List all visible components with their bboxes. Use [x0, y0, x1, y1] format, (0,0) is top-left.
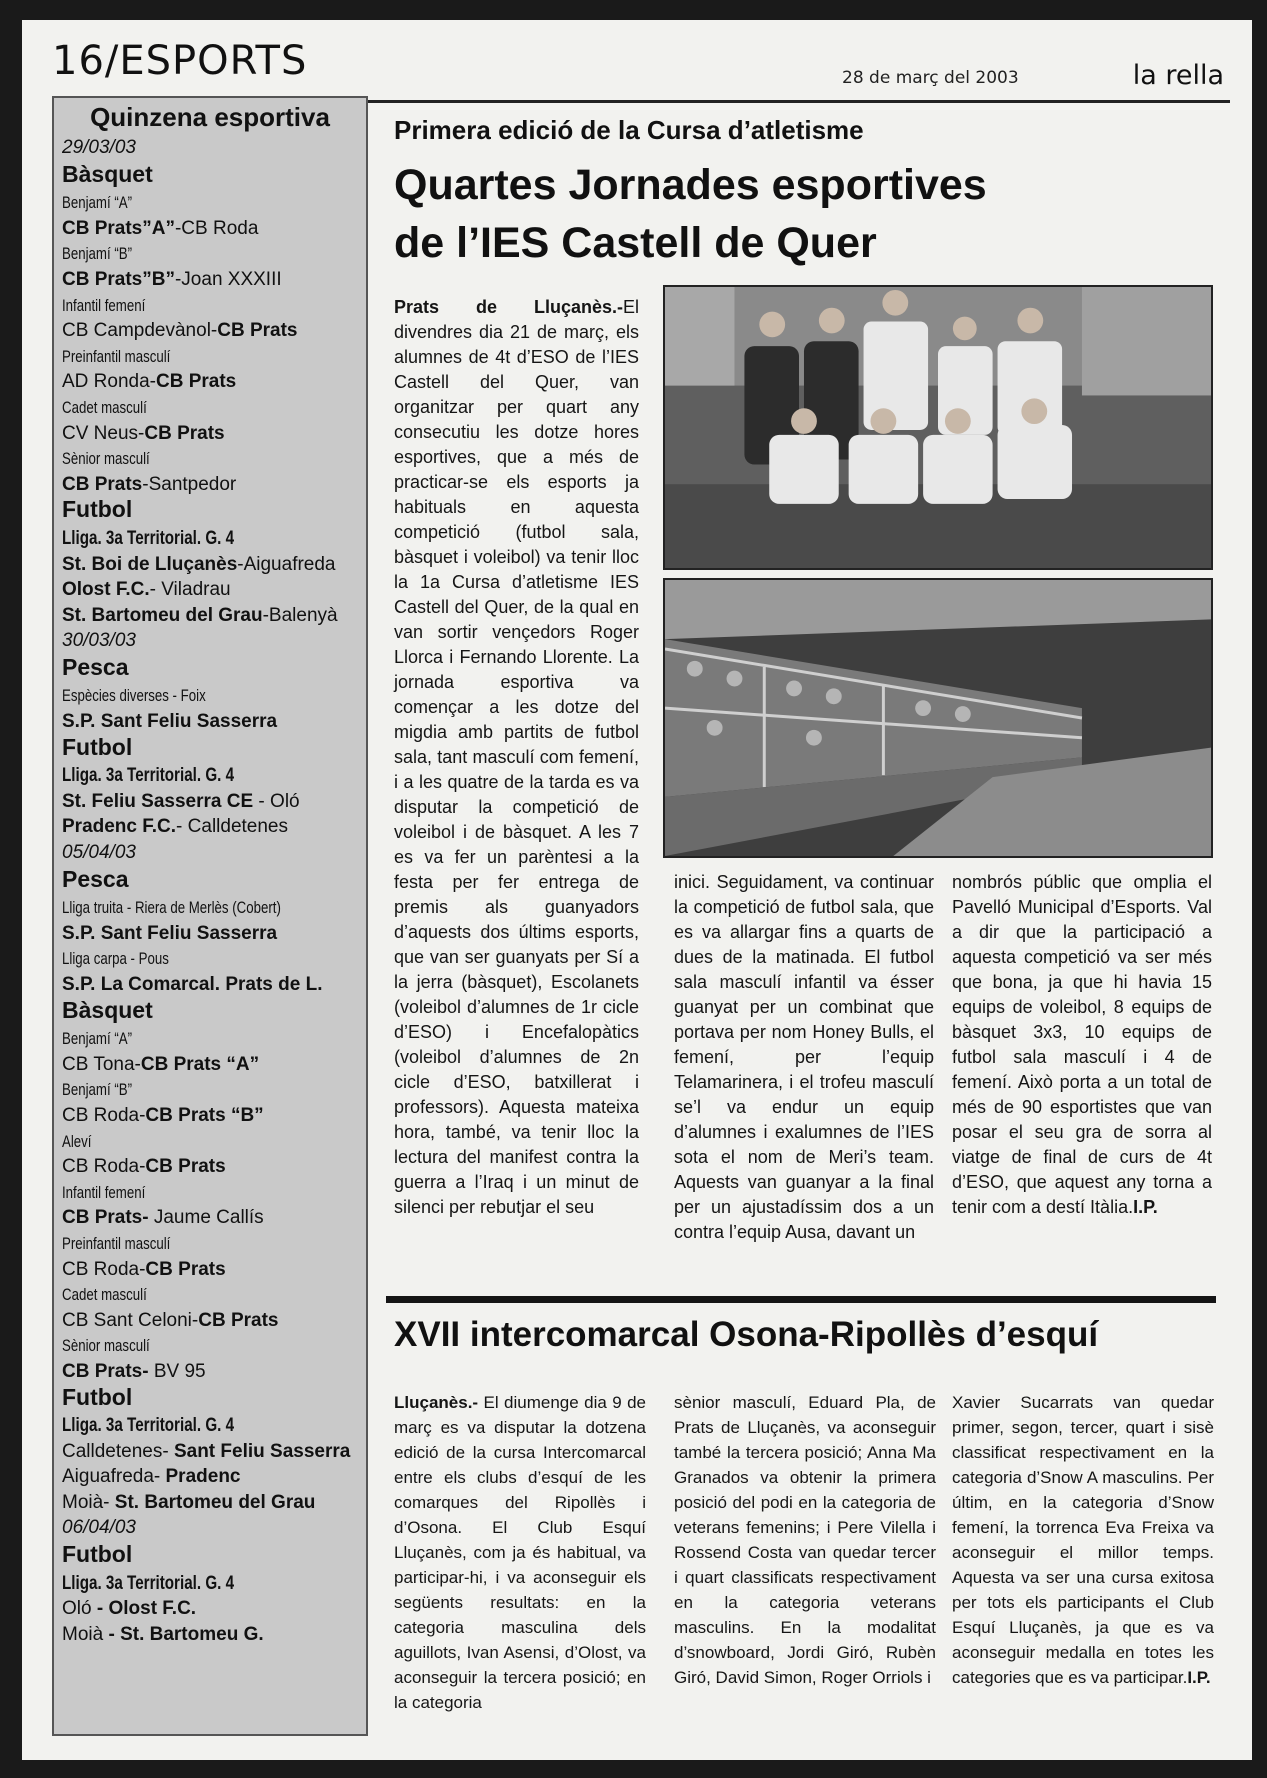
team-name: BV 95	[148, 1360, 206, 1382]
schedule-match	[62, 1596, 358, 1622]
team-name: Calldetenes-	[62, 1440, 169, 1462]
schedule-match	[62, 814, 358, 840]
headline-line: Quartes Jornades esportives	[394, 161, 987, 209]
category-label	[62, 446, 358, 472]
schedule-match	[62, 421, 358, 447]
category-label-text: Lliga carpa - Pous	[62, 949, 169, 969]
schedule-match	[62, 1052, 358, 1078]
league-label-text: Lliga. 3a Territorial. G. 4	[62, 1572, 235, 1594]
section-title: 16/ESPORTS	[52, 38, 308, 84]
article-column-2: inici. Seguidament, va continuar la competició de futbol sala, que es va allargar fins a quarts de dues de la matinada. El futbol sala masculí infantil va ésser guanyat per un combinat que portava per nom Honey Bulls, el femení, per l’equip Telamarinera, i el trofeu masculí se’l va endur un equip d’alumnes i exalumnes de l’IES sota el nom de Meri’s team. Aquests van guanyar a la final per un ajustadíssim dos a un contra l’equip Ausa, davant un	[674, 872, 934, 1242]
team-name: Jaume Callís	[148, 1207, 264, 1229]
schedule-date-text: 05/04/03	[62, 842, 136, 864]
category-label-text: Benjamí “A”	[62, 1029, 133, 1049]
article-kicker: Primera edició de la Cursa d’atletisme	[394, 115, 864, 145]
sport-heading	[62, 655, 358, 684]
schedule-list	[62, 135, 358, 1647]
schedule-match	[62, 1257, 358, 1283]
team-name: CB Prats	[217, 320, 298, 342]
team-name: CB Roda-	[62, 1104, 146, 1126]
category-label-text: Espècies diverses - Foix	[62, 686, 206, 706]
sport-heading-text: Futbol	[62, 1542, 133, 1568]
sport-heading	[62, 735, 358, 764]
schedule-match	[62, 921, 358, 947]
column-text: El divendres dia 21 de març, els alumnes de 4t d’ESO de l’IES Castell del Quer, van organitzar per quart any consecutiu les dotze hores esportives, que a més de practicar-se els esports ja habituals en aquesta competició (futbol sala, bàsquet i voleibol) va tenir lloc la 1a Cursa d’atletisme IES Castell del Quer, de la qual en van sortir vençedors Roger Llorca i Fernando Llorente. La jornada esportiva va començar a les dotze del migdia amb partits de futbol sala, tant masculí com femení, i a les quatre de la tarda es va disputar la competició de voleibol i de bàsquet. A les 7 es va fer un parèntesi a la festa per fer entrega de premis als guanyadors d’aquests dos últims esports, que van ser guanyats per Sí a la jerra (bàsquet), Escolanets (voleibol d’alumnes de 1r cicle d’ESO) i Encefalopàtics (voleibol d’alumnes de 2n cicle d’ESO, batxillerat i professors). Aquesta mateixa hora, també, va tenir lloc la lectura del manifest contra la guerra a l’Iraq i un minut de silenci per rebutjar el seu	[394, 297, 639, 1217]
sport-heading	[62, 162, 358, 191]
article2-headline: XVII intercomarcal Osona-Ripollès d’esquí	[394, 1315, 1099, 1354]
crowd-photo-image	[665, 580, 1211, 856]
author-initials: I.P.	[1187, 1668, 1211, 1687]
schedule-match	[62, 318, 358, 344]
sport-heading-text: Bàsquet	[62, 161, 153, 187]
schedule-match	[62, 1464, 358, 1490]
category-label	[62, 1026, 358, 1052]
category-label	[62, 395, 358, 421]
issue-date: 28 de març del 2003	[842, 68, 1019, 88]
team-name: CV Neus-	[62, 422, 145, 444]
category-label-text: Benjamí “B”	[62, 244, 133, 264]
schedule-match	[62, 1205, 358, 1231]
team-name: Moià-	[62, 1491, 110, 1513]
category-label	[62, 683, 358, 709]
schedule-match	[62, 552, 358, 578]
category-label	[62, 1077, 358, 1103]
schedule-date-text: 29/03/03	[62, 137, 136, 158]
category-label	[62, 1129, 358, 1155]
team-name: - Viladrau	[149, 579, 231, 601]
team-name: CB Prats	[145, 1156, 226, 1178]
team-name: Moià	[62, 1623, 104, 1645]
article-headline	[394, 156, 1194, 272]
schedule-match	[62, 369, 358, 395]
schedule-match	[62, 1439, 358, 1465]
team-name: CB Prats-	[62, 1207, 149, 1229]
team-name: CB Prats	[62, 473, 143, 495]
team-name: St. Bartomeu del Grau	[62, 604, 263, 626]
team-name: Pradenc	[160, 1466, 241, 1488]
team-name: CB Prats	[198, 1309, 279, 1331]
schedule-match	[62, 1359, 358, 1385]
team-name: CB Sant Celoni-	[62, 1309, 199, 1331]
team-name: -Aiguafreda	[237, 553, 336, 575]
league-label	[62, 1571, 358, 1597]
sport-heading-text: Pesca	[62, 654, 129, 680]
author-initials: I.P.	[1133, 1197, 1158, 1217]
masthead	[52, 38, 1230, 103]
sport-heading-text: Pesca	[62, 866, 129, 892]
league-label	[62, 526, 358, 552]
category-label-text: Preinfantil masculí	[62, 1233, 171, 1253]
league-label-text: Lliga. 3a Territorial. G. 4	[62, 765, 235, 787]
team-name: CB Prats”B”	[62, 268, 175, 290]
sport-heading-text: Futbol	[62, 1384, 133, 1410]
category-label	[62, 344, 358, 370]
team-name: CB Prats “A”	[140, 1053, 260, 1075]
category-label-text: Infantil femení	[62, 1182, 146, 1202]
category-label-text: Sènior masculí	[62, 1336, 150, 1356]
dateline: Lluçanès.-	[394, 1393, 479, 1412]
team-name: CB Roda-	[62, 1156, 146, 1178]
article-column-3	[952, 870, 1212, 1220]
team-name: CB Tona-	[62, 1053, 141, 1075]
sport-heading	[62, 867, 358, 896]
schedule-match	[62, 1154, 358, 1180]
team-name: St. Feliu Sasserra CE	[62, 790, 254, 812]
schedule-date-text: 06/04/03	[62, 1517, 136, 1539]
team-name: - Olost F.C.	[91, 1598, 197, 1620]
team-name: - Calldetenes	[176, 816, 288, 838]
team-name: Olost F.C.	[62, 579, 150, 601]
dateline: Prats de Lluçanès.-	[394, 297, 623, 317]
schedule-date	[62, 135, 358, 162]
schedule-date	[62, 1515, 358, 1542]
team-photo-image	[665, 287, 1211, 568]
league-label-text: Lliga. 3a Territorial. G. 4	[62, 527, 235, 549]
team-name: S.P. La Comarcal. Prats de L.	[62, 974, 323, 995]
team-name: CB Prats	[156, 371, 237, 393]
section-divider	[386, 1296, 1216, 1303]
sport-heading	[62, 998, 358, 1027]
schedule-match	[62, 1308, 358, 1334]
crowd-photo	[663, 578, 1213, 858]
category-label-text: Sènior masculí	[62, 449, 150, 469]
sport-heading	[62, 1542, 358, 1571]
sidebar-schedule	[52, 96, 368, 1736]
team-name: Pradenc F.C.	[62, 816, 177, 838]
team-name: Oló	[62, 1598, 92, 1620]
team-name: Sant Feliu Sasserra	[168, 1440, 351, 1462]
sidebar-title: Quinzena esportiva	[90, 102, 330, 132]
schedule-match	[62, 577, 358, 603]
category-label-text: Benjamí “A”	[62, 193, 133, 213]
category-label-text: Cadet masculí	[62, 397, 147, 417]
article2-column-2: sènior masculí, Eduard Pla, de Prats de Lluçanès, va aconseguir també la tercera posició; Anna Ma Granados va obtenir la primera posició del podi en la categoria de veterans femenins; i Pere Vilella i Rossend Costa van quedar tercer i quart classificats respectivament en la categoria veterans masculins. En la modalitat d’snowboard, Jordi Giró, Rubèn Giró, David Simon, Roger Orriols i	[674, 1393, 936, 1687]
column-text: Xavier Sucarrats van quedar primer, segon, tercer, quart i sisè classificat respectivament en la categoria d’Snow A masculins. Per últim, en la categoria d’Snow femení, la torrenca Eva Freixa va aconseguir el millor temps. Aquesta va ser una cursa exitosa per tots els participants el Club Esquí Lluçanès, ja que es va aconseguir medalla en totes les categories que es va participar.	[952, 1393, 1214, 1687]
column-text: nombrós públic que omplia el Pavelló Municipal d’Esports. Val a dir que la participació a aquesta competició va ser més que bona, ja que hi havia 15 equips de voleibol, 8 equips de bàsquet 3x3, 10 equips de futbol sala masculí i 4 de femení. Això porta a un total de més de 90 esportistes que van posar el seu gra de sorra al viatge de final de curs de 4t d’ESO, que aquest any torna a tenir com a destí Itàlia.	[952, 872, 1212, 1217]
team-name: - St. Bartomeu G.	[103, 1623, 264, 1645]
schedule-match	[62, 267, 358, 293]
schedule-match	[62, 789, 358, 815]
league-label-text: Lliga. 3a Territorial. G. 4	[62, 1415, 235, 1437]
league-label	[62, 763, 358, 789]
team-name: -CB Roda	[174, 217, 259, 239]
schedule-match	[62, 972, 358, 998]
team-name: -Balenyà	[262, 604, 338, 626]
category-label	[62, 190, 358, 216]
schedule-match	[62, 603, 358, 629]
schedule-match	[62, 216, 358, 242]
article-column-1	[394, 295, 639, 1275]
team-name: -Joan XXXIII	[174, 268, 282, 290]
article2-column-3	[952, 1390, 1214, 1690]
category-label-text: Cadet masculí	[62, 1285, 147, 1305]
sport-heading	[62, 497, 358, 526]
category-label	[62, 1180, 358, 1206]
league-label	[62, 1413, 358, 1439]
sport-heading-text: Futbol	[62, 734, 133, 760]
category-label	[62, 293, 358, 319]
category-label-text: Preinfantil masculí	[62, 346, 171, 366]
category-label-text: Aleví	[62, 1131, 92, 1151]
team-name: S.P. Sant Feliu Sasserra	[62, 922, 278, 944]
schedule-match	[62, 1622, 358, 1648]
category-label	[62, 895, 358, 921]
team-name: S.P. Sant Feliu Sasserra	[62, 711, 278, 733]
team-name: CB Prats-	[62, 1360, 149, 1382]
team-name: CB Prats”A”	[62, 217, 175, 239]
team-name: - Oló	[253, 790, 300, 812]
schedule-date	[62, 628, 358, 655]
team-name: CB Prats	[145, 1258, 226, 1280]
team-name: CB Prats	[144, 422, 225, 444]
sport-heading-text: Futbol	[62, 497, 133, 523]
team-name: AD Ronda-	[62, 371, 156, 393]
team-name: CB Roda-	[62, 1258, 146, 1280]
category-label-text: Infantil femení	[62, 295, 146, 315]
column-text: El diumenge dia 9 de març es va disputar la dotzena edició de la cursa Intercomarcal entre els clubs d’esquí de les comarques del Ripollès i d’Osona. El Club Esquí Lluçanès, com ja és habitual, va participar-hi, i va aconseguir els següents resultats: en la categoria masculina dels aguillots, Ivan Asensi, d’Olost, va aconseguir la tercera posició; en la categoria	[394, 1393, 646, 1712]
schedule-match	[62, 709, 358, 735]
team-name: CB Campdevànol-	[62, 320, 218, 342]
publication-name: la rella	[1132, 60, 1224, 91]
team-photo	[663, 285, 1213, 570]
newspaper-page	[22, 20, 1252, 1760]
category-label	[62, 946, 358, 972]
team-name: St. Bartomeu del Grau	[109, 1491, 316, 1513]
schedule-match	[62, 1490, 358, 1516]
team-name: St. Boi de Lluçanès	[62, 553, 238, 575]
category-label	[62, 1282, 358, 1308]
sport-heading-text: Bàsquet	[62, 997, 153, 1023]
category-label-text: Benjamí “B”	[62, 1080, 133, 1100]
team-name: -Santpedor	[142, 473, 237, 495]
article2-column-1	[394, 1390, 646, 1715]
schedule-match	[62, 472, 358, 498]
category-label	[62, 1333, 358, 1359]
schedule-match	[62, 1103, 358, 1129]
sport-heading	[62, 1385, 358, 1414]
schedule-date-text: 30/03/03	[62, 630, 136, 652]
team-name: CB Prats “B”	[145, 1104, 264, 1126]
team-name: Aiguafreda-	[62, 1466, 161, 1488]
category-label-text: Lliga truita - Riera de Merlès (Cobert)	[62, 898, 281, 918]
headline-line: de l’IES Castell de Quer	[394, 219, 877, 267]
category-label	[62, 1231, 358, 1257]
schedule-date	[62, 840, 358, 867]
category-label	[62, 241, 358, 267]
